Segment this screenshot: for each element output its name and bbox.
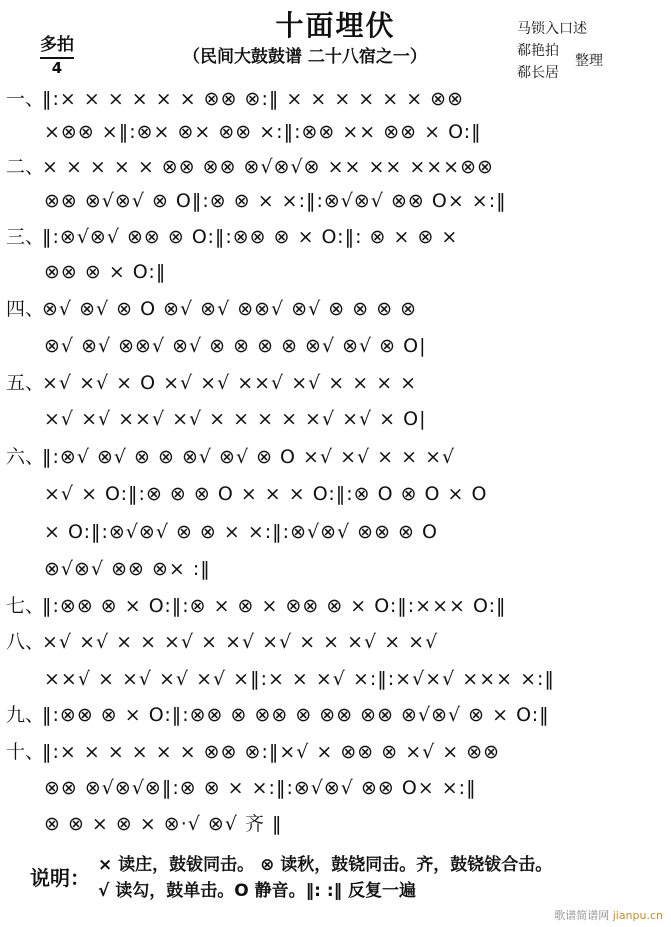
notation: ××√ × ×√ ×√ ×√ ×‖:× × ×√ ×:‖:×√×√ ××× ×:‖	[44, 668, 555, 690]
notation: ‖:⊗√ ⊗√ ⊗ ⊗ ⊗√ ⊗√ ⊗ O ×√ ×√ × × ×√	[42, 446, 456, 468]
score-line	[44, 773, 477, 803]
score-line	[44, 809, 283, 839]
score-line	[44, 404, 426, 434]
notation: ‖:⊗⊗ ⊗ × O:‖:⊗ × ⊗ × ⊗⊗ ⊗ × O:‖:××× O:‖	[42, 595, 507, 617]
watermark-text: 歌谱简谱网	[554, 909, 610, 922]
section-label: 七、	[6, 595, 45, 617]
notation: ⊗√ ⊗√ ⊗⊗√ ⊗√ ⊗ ⊗ ⊗ ⊗ ⊗√ ⊗√ ⊗ O|	[44, 335, 427, 357]
notation: ×√ ×√ × O ×√ ×√ ××√ ×√ × × × ×	[42, 372, 418, 394]
notation: ‖:× × × × × × ⊗⊗ ⊗:‖×√ × ⊗⊗ ⊗ ×√ × ⊗⊗	[42, 741, 501, 763]
score-line	[6, 737, 500, 767]
score-line	[6, 591, 507, 621]
score-line	[6, 222, 458, 252]
notation: ×⊗⊗ ×‖:⊗× ⊗× ⊗⊗ ×:‖:⊗⊗ ×× ⊗⊗ × O:‖	[44, 121, 482, 143]
notation: ⊗⊗ ⊗√⊗√⊗‖:⊗ ⊗ × ×:‖:⊗√⊗√ ⊗⊗ O× ×:‖	[44, 777, 477, 799]
score-line	[6, 84, 464, 114]
notation: ×√ × O:‖:⊗ ⊗ ⊗ O × × × O:‖:⊗ O ⊗ O × O	[44, 483, 488, 505]
score-line	[6, 700, 550, 730]
notation: ×√ ×√ × × ×√ × ×√ ×√ × × ×√ × ×√	[42, 631, 439, 653]
notation: ⊗⊗ ⊗√⊗√ ⊗ O‖:⊗ ⊗ × ×:‖:⊗√⊗√ ⊗⊗ O× ×:‖	[44, 190, 507, 212]
watermark	[554, 907, 663, 923]
notation: ‖:⊗√⊗√ ⊗⊗ ⊗ O:‖:⊗⊗ ⊗ × O:‖: ⊗ × ⊗ ×	[42, 226, 459, 248]
meter-bottom: 4	[40, 57, 74, 77]
credit-line-3: 郗长居	[517, 65, 559, 81]
meter	[40, 30, 74, 77]
notation: ‖:⊗⊗ ⊗ × O:‖:⊗⊗ ⊗ ⊗⊗ ⊗ ⊗⊗ ⊗⊗ ⊗√⊗√ ⊗ × O:‖	[42, 704, 550, 726]
section-label: 五、	[6, 372, 45, 394]
credit-line-1: 马锁入口述	[517, 21, 587, 37]
legend-heading: 说明：	[30, 866, 90, 890]
credit-role: 整理	[575, 53, 603, 69]
score-line	[44, 554, 211, 584]
score-line	[44, 664, 555, 694]
credit-line-2: 郗艳拍	[517, 43, 559, 59]
section-label: 十、	[6, 741, 45, 763]
watermark-domain: jianpu.cn	[612, 909, 663, 922]
notation: ‖:× × × × × × ⊗⊗ ⊗:‖ × × × × × × ⊗⊗	[42, 88, 464, 110]
legend-line-1: × 读庄，鼓钹同击。 ⊗ 读秋，鼓铙同击。齐，鼓铙钹合击。	[98, 855, 553, 875]
page-title: 十面埋伏	[275, 9, 396, 42]
score-line	[44, 186, 507, 216]
notation: ⊗√⊗√ ⊗⊗ ⊗× :‖	[44, 558, 211, 580]
subtitle: （民间大鼓鼓谱 二十八宿之一）	[183, 47, 427, 67]
section-label: 四、	[6, 298, 45, 320]
section-label: 二、	[6, 156, 45, 178]
legend-line-2: √ 读勾，鼓单击。O 静音。‖: :‖ 反复一遍	[98, 881, 417, 901]
score-line	[6, 442, 455, 472]
score-line	[6, 368, 417, 398]
meter-top: 多拍	[40, 35, 74, 55]
notation: × O:‖:⊗√⊗√ ⊗ ⊗ × ×:‖:⊗√⊗√ ⊗⊗ ⊗ O	[44, 521, 438, 543]
score-line	[6, 627, 438, 657]
score-line	[44, 331, 426, 361]
score-line	[44, 117, 482, 147]
notation: ⊗⊗ ⊗ × O:‖	[44, 261, 167, 283]
notation: × × × × × ⊗⊗ ⊗⊗ ⊗√⊗√⊗ ×× ×× ×××⊗⊗	[42, 156, 494, 178]
notation: ⊗ ⊗ × ⊗ × ⊗·√ ⊗√ 齐 ‖	[44, 813, 283, 835]
score-line	[44, 517, 438, 547]
section-label: 一、	[6, 88, 45, 110]
section-label: 八、	[6, 631, 45, 653]
section-label: 三、	[6, 226, 45, 248]
score-line	[6, 152, 494, 182]
score-line	[44, 257, 166, 287]
notation: ×√ ×√ ××√ ×√ × × × × ×√ ×√ × O|	[44, 408, 427, 430]
section-label: 九、	[6, 704, 45, 726]
notation: ⊗√ ⊗√ ⊗ O ⊗√ ⊗√ ⊗⊗√ ⊗√ ⊗ ⊗ ⊗ ⊗	[42, 298, 418, 320]
score-line	[44, 479, 487, 509]
section-label: 六、	[6, 446, 45, 468]
score-line	[6, 294, 417, 324]
